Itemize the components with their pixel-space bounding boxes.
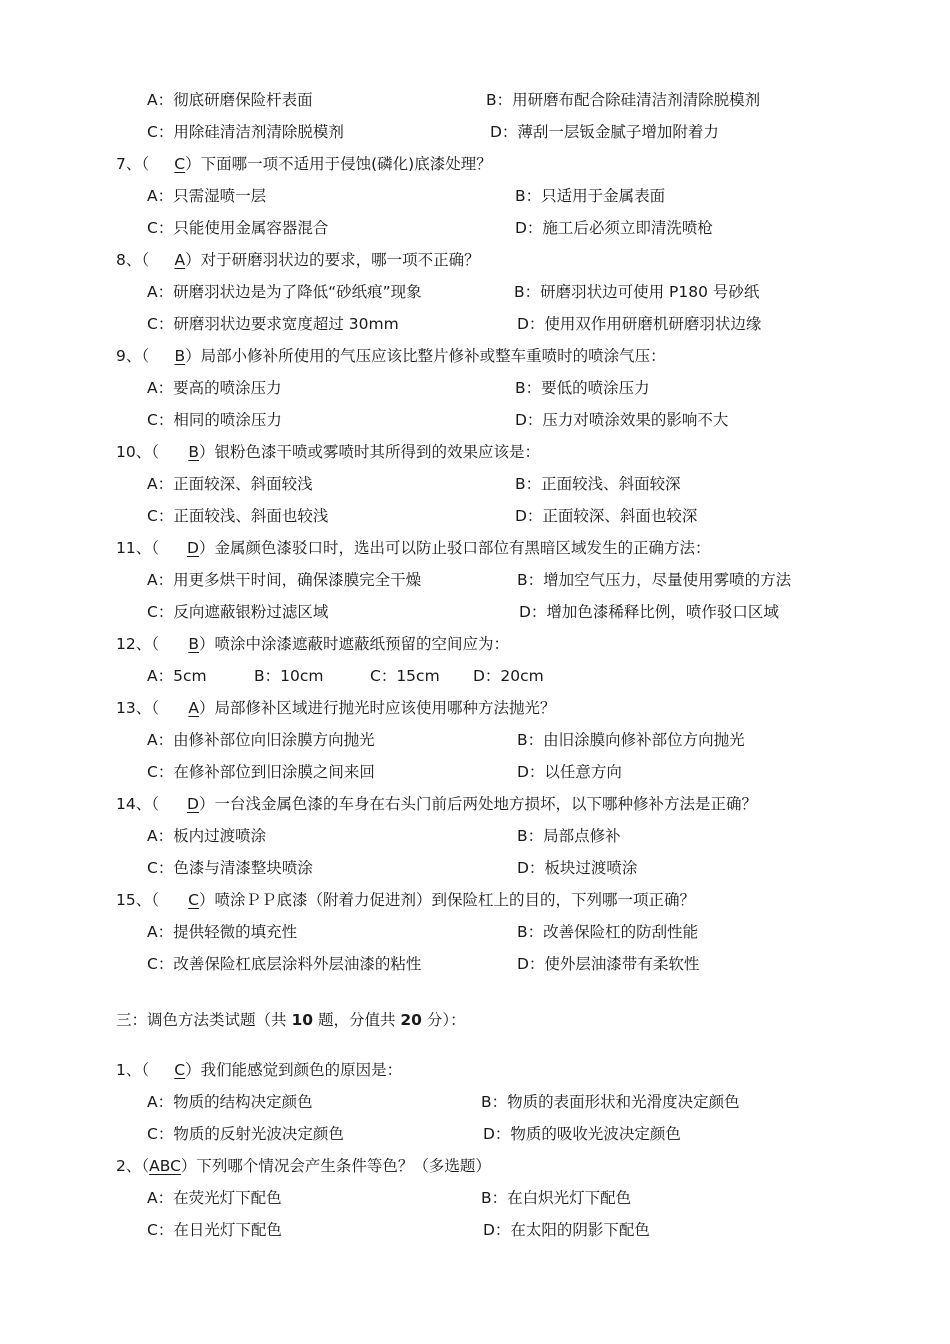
q13-option-c: C：在修补部位到旧涂膜之间来回: [147, 763, 375, 781]
section-heading-prefix: 三：调色方法类试题（共: [116, 1011, 292, 1029]
q15-option-c: C：改善保险杠底层涂料外层油漆的粘性: [147, 955, 422, 973]
answer: C: [188, 891, 199, 909]
q13-option-a: A：由修补部位向旧涂膜方向抛光: [147, 731, 375, 749]
q12-option-b: B：10cm: [254, 667, 324, 685]
q9-option-d: D：压力对喷涂效果的影响不大: [515, 411, 729, 429]
q14-option-b: B：局部点修补: [517, 827, 621, 845]
section-3-heading: [116, 1008, 466, 1032]
question-number: 13、（: [116, 699, 159, 717]
question-number: 9、（: [116, 347, 150, 365]
question-11: [116, 536, 711, 560]
q8-option-d: D：使用双作用研磨机研磨羽状边缘: [517, 315, 762, 333]
q15-option-b: B：改善保险杠的防刮性能: [517, 923, 699, 941]
question-7: [116, 152, 492, 176]
question-text: ）局部修补区域进行抛光时应该使用哪种方法抛光？: [198, 699, 556, 717]
q15-option-a: A：提供轻微的填充性: [147, 923, 298, 941]
q11-option-a: A：用更多烘干时间，确保漆膜完全干燥: [147, 571, 422, 589]
q6-option-c: C：用除硅清洁剂清除脱模剂: [147, 123, 344, 141]
answer: A: [188, 699, 199, 717]
question-number: 1、（: [116, 1061, 150, 1079]
q10-option-d: D：正面较深、斜面也较深: [515, 507, 698, 525]
question-15: [116, 888, 695, 912]
question-text: ）对于研磨羽状边的要求，哪一项不正确？: [185, 251, 480, 269]
question-text: ）下列哪个情况会产生条件等色？（多选题）: [180, 1157, 491, 1175]
section-heading-suffix: 分）：: [421, 1011, 466, 1029]
s3q1-option-a: A：物质的结构决定颜色: [147, 1093, 313, 1111]
q7-option-b: B：只适用于金属表面: [515, 187, 666, 205]
q10-option-c: C：正面较浅、斜面也较浅: [147, 507, 329, 525]
answer: C: [174, 155, 186, 173]
s3q1-option-d: D：物质的吸收光波决定颜色: [483, 1125, 681, 1143]
q12-option-c: C：15cm: [370, 667, 440, 685]
s3q2-option-a: A：在荧光灯下配色: [147, 1189, 282, 1207]
q6-option-d: D：薄刮一层钣金腻子增加附着力: [490, 123, 719, 141]
q9-option-a: A：要高的喷涂压力: [147, 379, 282, 397]
q8-option-b: B：研磨羽状边可使用 P180 号砂纸: [514, 283, 760, 301]
question-12: [116, 632, 509, 656]
question-10: [116, 440, 540, 464]
q11-option-d: D：增加色漆稀释比例，喷作驳口区域: [519, 603, 779, 621]
question-number: 14、（: [116, 795, 159, 813]
question-text: ）喷涂ＰＰ底漆（附着力促进剂）到保险杠上的目的，下列哪一项正确？: [198, 891, 695, 909]
q15-option-d: D：使外层油漆带有柔软性: [517, 955, 700, 973]
q7-option-c: C：只能使用金属容器混合: [147, 219, 329, 237]
question-text: ）局部小修补所使用的气压应该比整片修补或整车重喷时的喷涂气压：: [185, 347, 666, 365]
question-13: [116, 696, 556, 720]
s3q1-option-c: C：物质的反射光波决定颜色: [147, 1125, 344, 1143]
answer: D: [187, 539, 199, 557]
q11-option-b: B：增加空气压力，尽量使用雾喷的方法: [517, 571, 792, 589]
question-number: 12、（: [116, 635, 159, 653]
answer: B: [188, 443, 199, 461]
q6-option-a: A：彻底研磨保险杆表面: [147, 91, 313, 109]
section3-question-2: [116, 1154, 491, 1178]
question-number: 2、（: [116, 1157, 150, 1175]
q8-option-a: A：研磨羽状边是为了降低“砂纸痕”现象: [147, 283, 422, 301]
question-number: 11、（: [116, 539, 159, 557]
section-heading-mid: 题，分值共: [313, 1011, 401, 1029]
q14-option-c: C：色漆与清漆整块喷涂: [147, 859, 313, 877]
q10-option-b: B：正面较浅、斜面较深: [515, 475, 681, 493]
question-number: 10、（: [116, 443, 159, 461]
q9-option-b: B：要低的喷涂压力: [515, 379, 650, 397]
answer: D: [187, 795, 199, 813]
question-text: ）银粉色漆干喷或雾喷时其所得到的效果应该是：: [198, 443, 540, 461]
q7-option-a: A：只需湿喷一层: [147, 187, 267, 205]
q9-option-c: C：相同的喷涂压力: [147, 411, 282, 429]
s3q2-option-c: C：在日光灯下配色: [147, 1221, 282, 1239]
q12-option-a: A：5cm: [147, 667, 207, 685]
answer: A: [174, 251, 186, 269]
q11-option-c: C：反向遮蔽银粉过滤区域: [147, 603, 329, 621]
s3q2-option-d: D：在太阳的阴影下配色: [483, 1221, 650, 1239]
answer: C: [174, 1061, 186, 1079]
section3-question-1: [116, 1058, 402, 1082]
q8-option-c: C：研磨羽状边要求宽度超过 30mm: [147, 315, 399, 333]
q13-option-d: D：以任意方向: [517, 763, 622, 781]
s3q2-option-b: B：在白炽光灯下配色: [481, 1189, 632, 1207]
s3q1-option-b: B：物质的表面形状和光滑度决定颜色: [481, 1093, 740, 1111]
question-number: 7、（: [116, 155, 150, 173]
question-9: [116, 344, 666, 368]
question-number: 15、（: [116, 891, 159, 909]
q12-option-d: D：20cm: [473, 667, 544, 685]
question-text: ）喷涂中涂漆遮蔽时遮蔽纸预留的空间应为：: [198, 635, 509, 653]
question-text: ）我们能感觉到颜色的原因是：: [185, 1061, 403, 1079]
section-question-count: 10: [291, 1011, 314, 1029]
q6-option-b: B：用研磨布配合除硅清洁剂清除脱模剂: [486, 91, 761, 109]
question-text: ）一台浅金属色漆的车身在右头门前后两处地方损坏，以下哪种修补方法是正确？: [198, 795, 757, 813]
question-14: [116, 792, 757, 816]
question-8: [116, 248, 480, 272]
answer: B: [188, 635, 199, 653]
section-total-score: 20: [400, 1011, 422, 1029]
q14-option-d: D：板块过渡喷涂: [517, 859, 638, 877]
q7-option-d: D：施工后必须立即清洗喷枪: [515, 219, 713, 237]
question-number: 8、（: [116, 251, 150, 269]
answer: B: [174, 347, 186, 365]
question-text: ）金属颜色漆驳口时，选出可以防止驳口部位有黑暗区域发生的正确方法：: [198, 539, 711, 557]
q14-option-a: A：板内过渡喷涂: [147, 827, 267, 845]
question-text: ）下面哪一项不适用于侵蚀(磷化)底漆处理？: [185, 155, 492, 173]
answer: ABC: [149, 1157, 181, 1175]
q10-option-a: A：正面较深、斜面较浅: [147, 475, 313, 493]
q13-option-b: B：由旧涂膜向修补部位方向抛光: [517, 731, 745, 749]
